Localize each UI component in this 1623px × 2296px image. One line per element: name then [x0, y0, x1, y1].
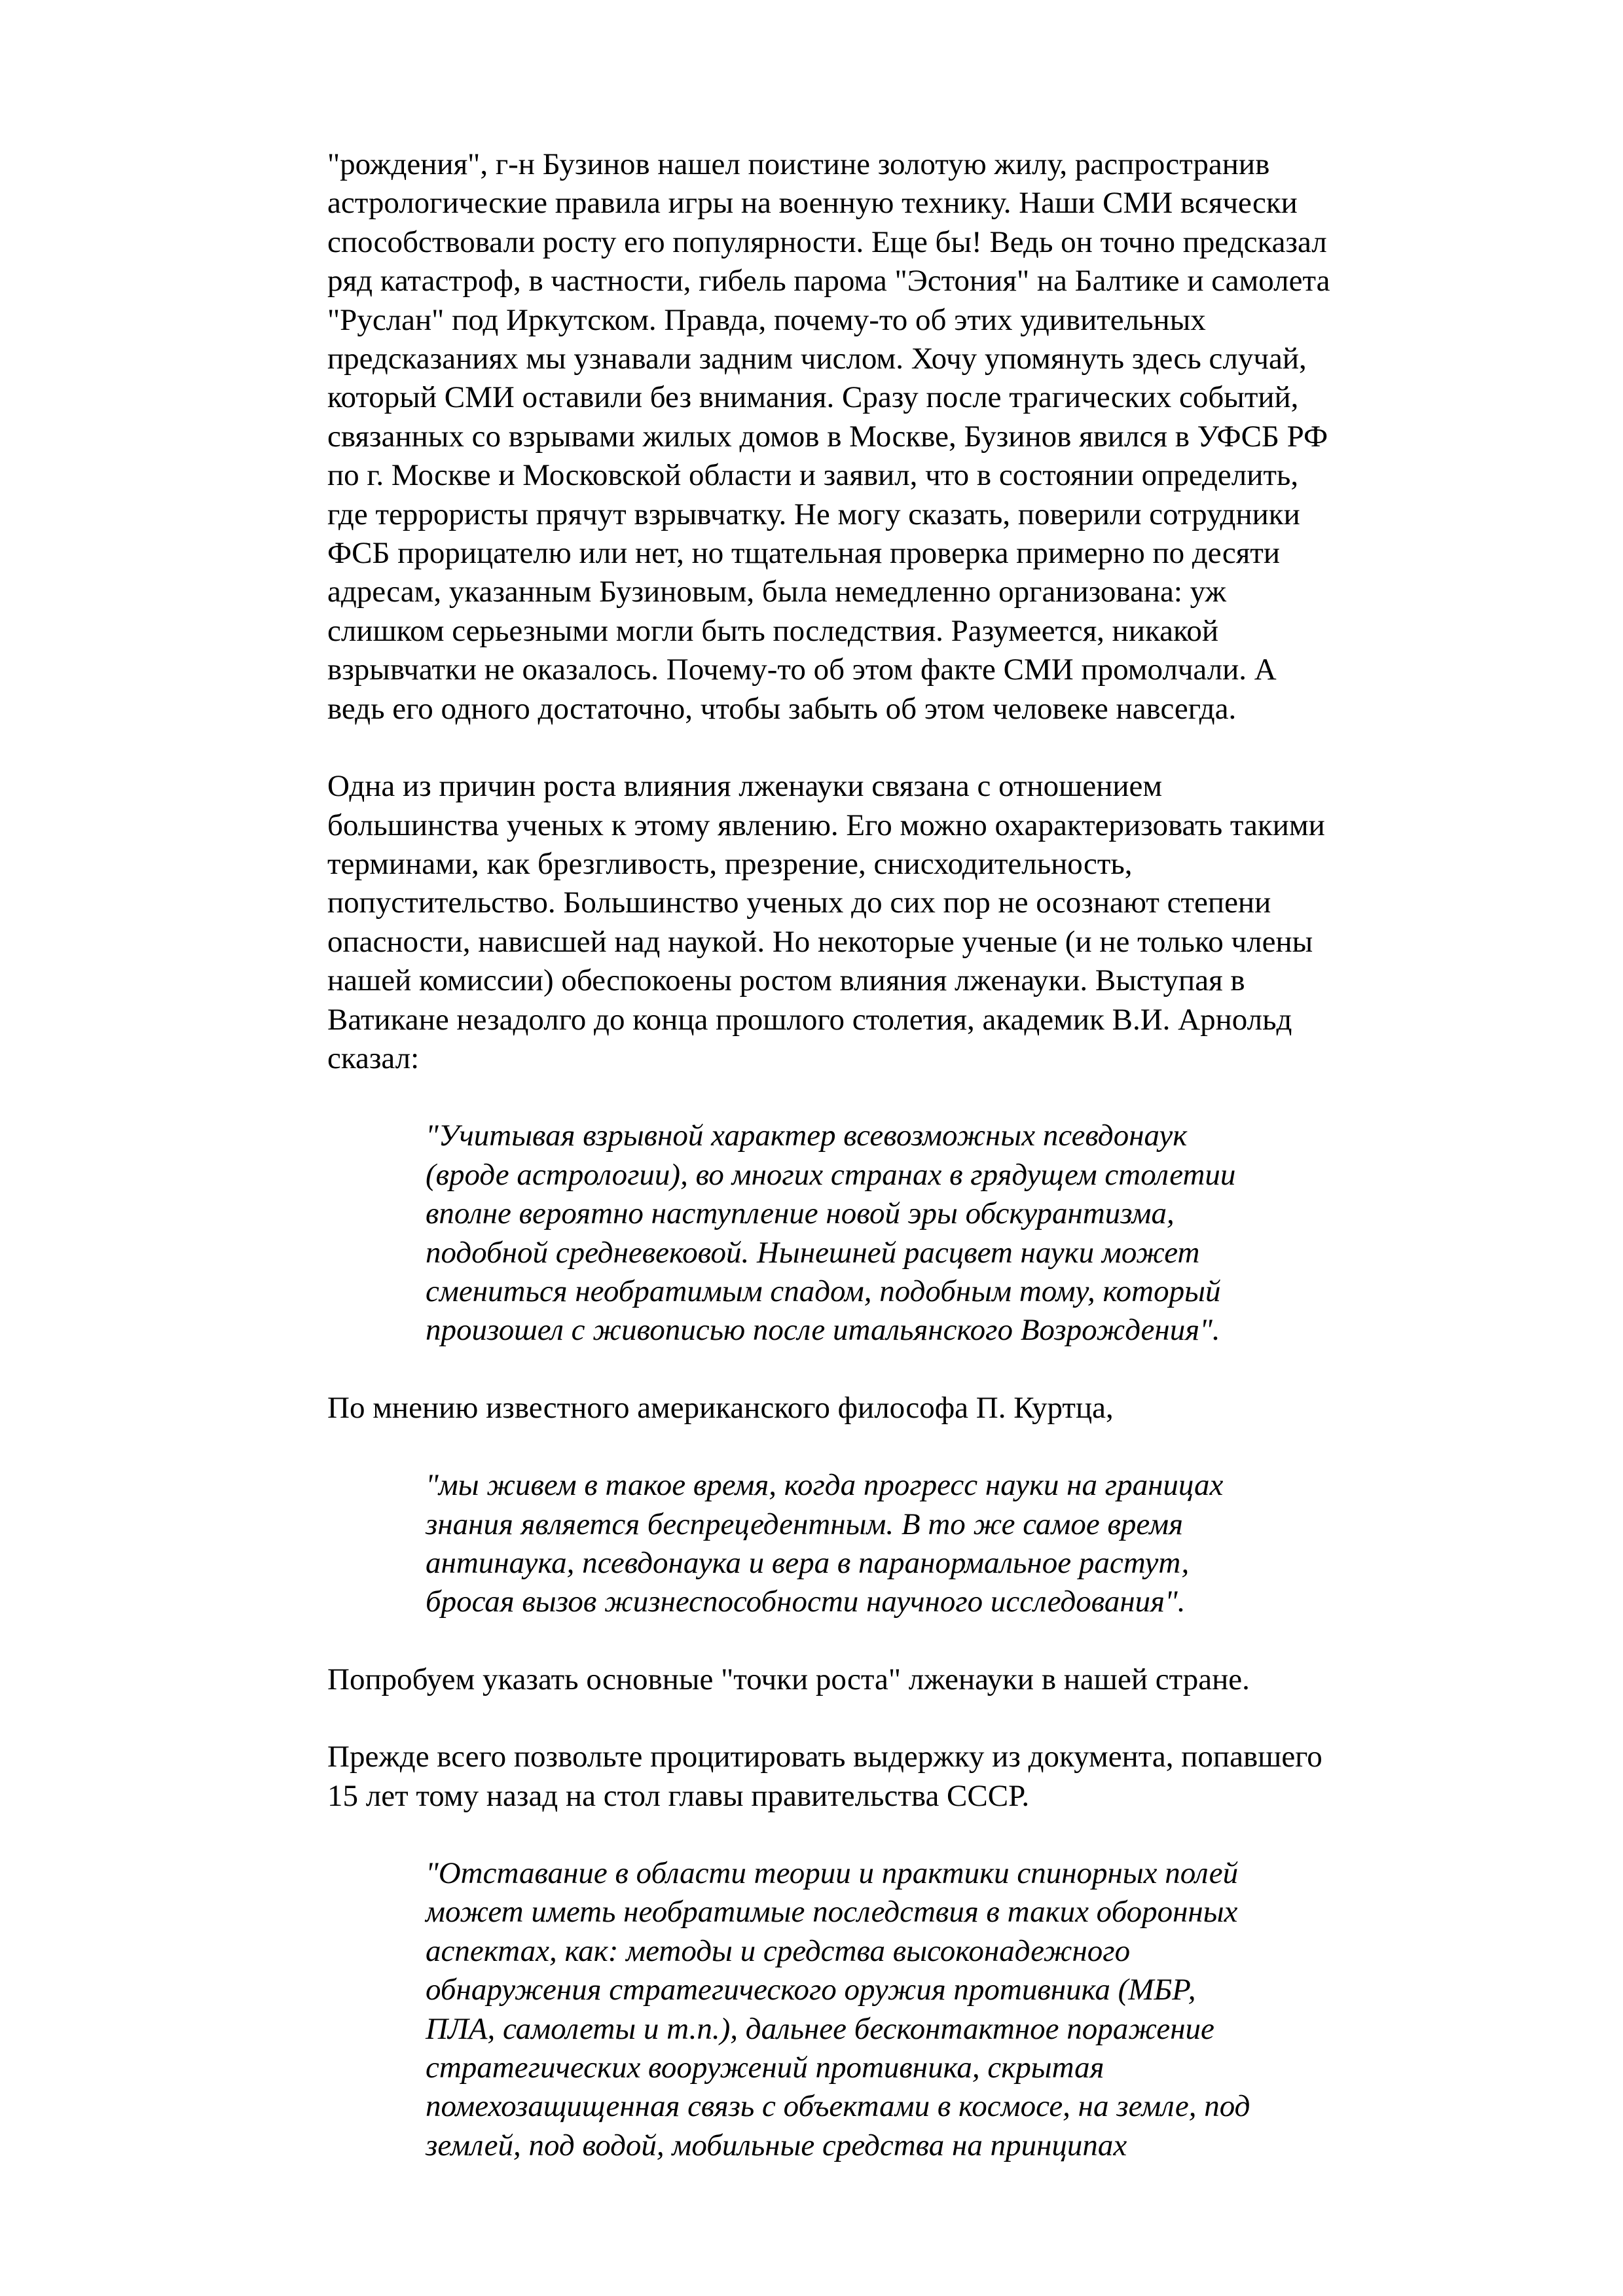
paragraph	[327, 1389, 1453, 1427]
paragraph	[327, 767, 1453, 1078]
text-line: может иметь необратимые последствия в таких оборонных	[426, 1895, 1238, 1929]
text-line: Прежде всего позвольте процитировать выдержку из документа, попавшего	[327, 1740, 1322, 1774]
text-line: помехозащищенная связь с объектами в космосе, на земле, под	[426, 2089, 1250, 2124]
text-line: землей, под водой, мобильные средства на принципах	[426, 2128, 1127, 2162]
text-line: ПЛА, самолеты и т.п.), дальнее бесконтактное поражение	[426, 2011, 1214, 2046]
text-line: вполне вероятно наступление новой эры обскурантизма,	[426, 1196, 1175, 1231]
text-line: 15 лет тому назад на стол главы правительства СССР.	[327, 1778, 1030, 1813]
text-line: попустительство. Большинство ученых до сих пор не осознают степени	[327, 886, 1271, 920]
text-line: связанных со взрывами жилых домов в Москве, Бузинов явился в УФСБ РФ	[327, 419, 1328, 454]
text-line: аспектах, как: методы и средства высоконадежного	[426, 1933, 1131, 1968]
text-line: "рождения", г-н Бузинов нашел поистине золотую жилу, распространив	[327, 147, 1270, 181]
text-line: способствовали росту его популярности. Еще бы! Ведь он точно предсказал	[327, 224, 1327, 259]
text-line: "Учитывая взрывной характер всевозможных псевдонаук	[426, 1119, 1188, 1153]
text-line: бросая вызов жизнеспособности научного исследования".	[426, 1585, 1186, 1619]
block-quote	[426, 1854, 1453, 2165]
document-page	[327, 145, 1453, 2204]
text-line: произошел с живописью после итальянского Возрождения".	[426, 1313, 1220, 1348]
paragraph	[327, 145, 1453, 728]
block-quote	[426, 1117, 1453, 1350]
text-line: адресам, указанным Бузиновым, была немедленно организована: уж	[327, 575, 1227, 609]
paragraph	[327, 1738, 1453, 1816]
text-line: большинства ученых к этому явлению. Его можно охарактеризовать такими	[327, 808, 1325, 842]
block-quote	[426, 1466, 1453, 1622]
text-line: сказал:	[327, 1041, 420, 1075]
text-line: астрологические правила игры на военную технику. Наши СМИ всячески	[327, 186, 1298, 221]
text-line: где террористы прячут взрывчатку. Не могу сказать, поверили сотрудники	[327, 497, 1300, 531]
text-line: нашей комиссии) обеспокоены ростом влияния лженауки. Выступая в	[327, 963, 1245, 998]
text-line: по г. Москве и Московской области и заявил, что в состоянии определить,	[327, 458, 1299, 493]
text-line: взрывчатки не оказалось. Почему-то об этом факте СМИ промолчали. А	[327, 653, 1277, 687]
text-line: стратегических вооружений противника, скрытая	[426, 2051, 1104, 2085]
text-line: подобной средневековой. Нынешней расцвет науки может	[426, 1235, 1200, 1270]
text-line: предсказаниях мы узнавали задним числом. Хочу упомянуть здесь случай,	[327, 342, 1307, 376]
text-line: слишком серьезными могли быть последствия. Разумеется, никакой	[327, 613, 1219, 648]
paragraph	[327, 1660, 1453, 1699]
text-line: По мнению известного американского философа П. Куртца,	[327, 1390, 1114, 1425]
text-line: смениться необратимым спадом, подобным тому, который	[426, 1274, 1221, 1308]
text-line: антинаука, псевдонаука и вера в паранормальное растут,	[426, 1546, 1190, 1580]
text-line: "Отставание в области теории и практики спинорных полей	[426, 1856, 1239, 1891]
text-line: обнаружения стратегического оружия противника (МБР,	[426, 1973, 1196, 2007]
text-line: (вроде астрологии), во многих странах в грядущем столетии	[426, 1157, 1236, 1192]
text-line: ведь его одного достаточно, чтобы забыть об этом человеке навсегда.	[327, 691, 1237, 726]
text-line: который СМИ оставили без внимания. Сразу после трагических событий,	[327, 380, 1299, 415]
text-line: ФСБ прорицателю или нет, но тщательная проверка примерно по десяти	[327, 536, 1281, 571]
text-line: терминами, как брезгливость, презрение, снисходительность,	[327, 846, 1133, 881]
text-line: Ватикане незадолго до конца прошлого столетия, академик В.И. Арнольд	[327, 1002, 1292, 1037]
text-line: опасности, нависшей над наукой. Но некоторые ученые (и не только члены	[327, 924, 1313, 959]
text-line: Одна из причин роста влияния лженауки связана с отношением	[327, 769, 1163, 804]
text-line: ряд катастроф, в частности, гибель парома "Эстония" на Балтике и самолета	[327, 264, 1330, 298]
text-line: Попробуем указать основные "точки роста" лженауки в нашей стране.	[327, 1662, 1250, 1696]
text-line: знания является беспрецедентным. В то же самое время	[426, 1507, 1183, 1541]
text-line: "мы живем в такое время, когда прогресс науки на границах	[426, 1468, 1224, 1503]
text-line: "Руслан" под Иркутском. Правда, почему-то об этих удивительных	[327, 302, 1206, 337]
